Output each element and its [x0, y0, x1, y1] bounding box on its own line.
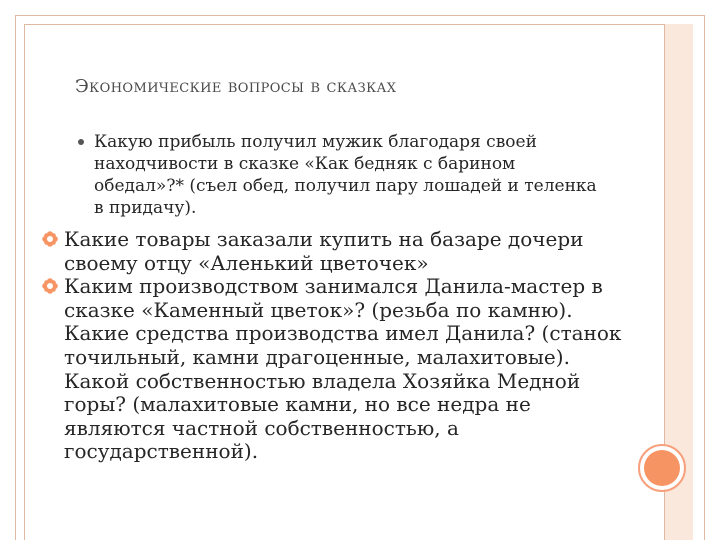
sub-bullet-text: Какую прибыль получил мужик благодаря своей находчивости в сказке «Как бедняк с барином обедал»?* (съел обед, получил пару лошадей и теленка в придачу).	[94, 132, 597, 218]
flower-bullet-icon	[42, 278, 58, 294]
sub-bullet-list	[78, 131, 598, 219]
main-bullet-text: Каким производством занимался Данила-мастер в сказке «Каменный цветок»? (резьба по камню). Какие средства производства имел Данила? (станок точильный, камни драгоценные, малахитовые). Какой собственностью владела Хозяйка Медной горы? (малахитовые камни, но все недра не являются частной собственностью, а государственной).	[64, 274, 622, 464]
flower-bullet-icon	[42, 231, 58, 247]
main-bullet-item	[42, 275, 632, 464]
main-bullet-list	[42, 228, 632, 464]
sub-bullet-item	[78, 131, 598, 219]
slide-title: Экономические вопросы в сказках	[75, 76, 397, 97]
main-bullet-item	[42, 228, 632, 275]
decorative-circle-icon	[638, 444, 686, 492]
dot-bullet-icon	[78, 139, 84, 145]
main-bullet-text: Какие товары заказали купить на базаре дочери своему отцу «Аленький цветочек»	[64, 227, 584, 275]
